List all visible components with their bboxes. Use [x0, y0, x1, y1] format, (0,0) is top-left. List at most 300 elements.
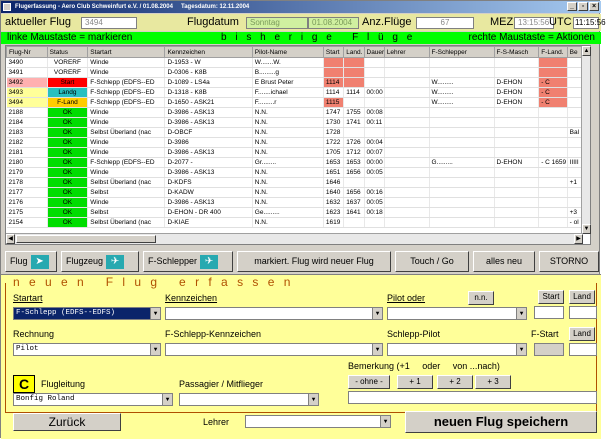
- table-cell: OK: [47, 118, 88, 128]
- table-cell: [494, 58, 539, 68]
- table-cell: 2180: [7, 158, 48, 168]
- plus-two-button[interactable]: + 2: [437, 375, 473, 389]
- table-cell: 00:07: [364, 148, 384, 158]
- table-cell: Bal: [567, 128, 585, 138]
- table-cell: - ol: [567, 218, 585, 228]
- panel-title: n e u e n F l u g e r f a s s e n: [13, 275, 294, 289]
- table-cell: F-Schlepp (EDFS--ED: [88, 158, 165, 168]
- start-time-button[interactable]: Start: [538, 290, 564, 304]
- storno-button[interactable]: STORNO: [539, 251, 599, 272]
- table-cell: D-EHON: [494, 78, 539, 88]
- column-header[interactable]: Startart: [88, 47, 165, 58]
- table-row[interactable]: [7, 208, 586, 218]
- fs-kennzeichen-label: F-Schlepp-Kennzeichen: [165, 329, 262, 339]
- save-new-flight-button[interactable]: neuen Flug speichern: [405, 411, 597, 433]
- tow-plane-icon: ✈: [200, 255, 218, 269]
- table-cell: [494, 168, 539, 178]
- table-row[interactable]: [7, 218, 586, 228]
- schlepp-pilot-label: Schlepp-Pilot: [387, 329, 441, 339]
- chevron-down-icon: ▼: [162, 394, 172, 405]
- table-cell: E Brust Peter: [252, 78, 323, 88]
- glider-icon: ➤: [31, 255, 49, 269]
- pilot-select[interactable]: [387, 307, 527, 320]
- table-cell: 1653: [323, 158, 343, 168]
- action-toolbar: [1, 251, 601, 273]
- table-row[interactable]: [7, 168, 586, 178]
- table-cell: W.......W.: [252, 58, 323, 68]
- column-header[interactable]: Dauer: [364, 47, 384, 58]
- table-cell: D-2077 -: [165, 158, 252, 168]
- banner-right: rechte Maustaste = Aktionen: [468, 32, 595, 43]
- utc-label: UTC: [549, 16, 572, 28]
- table-cell: D-3986 - ASK13: [165, 198, 252, 208]
- column-header[interactable]: Land.: [344, 47, 364, 58]
- table-cell: F-Land: [47, 98, 88, 108]
- table-cell: [539, 198, 567, 208]
- window-title: Flugerfassung - Aero Club Schweinfurt e.V. / 01.08.2004: [15, 4, 173, 10]
- table-row[interactable]: [7, 158, 586, 168]
- table-cell: [539, 178, 567, 188]
- lehrer-select[interactable]: [245, 415, 391, 428]
- table-cell: 3491: [7, 68, 48, 78]
- column-header[interactable]: F-S-Masch: [494, 47, 539, 58]
- land-time-button[interactable]: Land: [569, 290, 595, 304]
- table-cell: [494, 218, 539, 228]
- app-icon: [3, 3, 11, 11]
- table-cell: N.N.: [252, 188, 323, 198]
- table-cell: N.N.: [252, 168, 323, 178]
- table-cell: 1722: [323, 138, 343, 148]
- table-cell: [364, 128, 384, 138]
- table-row[interactable]: [7, 78, 586, 88]
- back-button[interactable]: Zurück: [13, 413, 121, 431]
- table-cell: [539, 68, 567, 78]
- current-flight-field: 3494: [81, 17, 137, 29]
- horizontal-scrollbar[interactable]: [6, 233, 583, 244]
- nn-button[interactable]: n.n.: [468, 291, 494, 305]
- bemerkung-input[interactable]: [348, 391, 597, 404]
- table-cell: B.........g: [252, 68, 323, 78]
- table-cell: OK: [47, 138, 88, 148]
- table-header: [7, 47, 586, 58]
- table-cell: [539, 58, 567, 68]
- chevron-down-icon: ▼: [150, 308, 160, 319]
- table-cell: 1114: [323, 78, 343, 88]
- table-cell: 1741: [344, 118, 364, 128]
- fs-kennzeichen-select[interactable]: [165, 343, 383, 356]
- fstart-label: F-Start: [531, 329, 559, 339]
- rechnung-value: Pilot: [16, 345, 39, 353]
- table-row[interactable]: [7, 68, 586, 78]
- table-cell: - C: [539, 88, 567, 98]
- column-header[interactable]: Start: [323, 47, 343, 58]
- table-cell: D-EHON: [494, 88, 539, 98]
- table-row[interactable]: [7, 98, 586, 108]
- vertical-scrollbar[interactable]: [581, 46, 590, 234]
- table-cell: [494, 128, 539, 138]
- table-cell: D-1318 - K8B: [165, 88, 252, 98]
- table-cell: +3: [567, 208, 585, 218]
- scroll-right-icon[interactable]: ▶: [574, 234, 583, 244]
- table-cell: [494, 198, 539, 208]
- table-cell: 00:16: [364, 188, 384, 198]
- table-cell: Winde: [88, 138, 165, 148]
- table-cell: [364, 218, 384, 228]
- chevron-down-icon: ▼: [150, 344, 160, 355]
- table-cell: 00:18: [364, 208, 384, 218]
- flights-banner: [1, 32, 601, 44]
- table-cell: Ge.........: [252, 208, 323, 218]
- table-cell: IIIII: [567, 158, 585, 168]
- scroll-thumb[interactable]: [16, 235, 156, 243]
- table-cell: OK: [47, 218, 88, 228]
- scroll-up-icon[interactable]: ▲: [583, 48, 590, 54]
- table-cell: [384, 108, 429, 118]
- table-cell: Selbst Überland (nac: [88, 128, 165, 138]
- table-cell: [344, 218, 364, 228]
- table-cell: [494, 148, 539, 158]
- today-date: Tagesdatum: 12.11.2004: [181, 4, 250, 10]
- table-cell: [539, 128, 567, 138]
- table-cell: [539, 188, 567, 198]
- table-cell: D-KADW: [165, 188, 252, 198]
- table-cell: [539, 118, 567, 128]
- table-cell: 3492: [7, 78, 48, 88]
- table-cell: [429, 118, 494, 128]
- land-time-input[interactable]: [569, 306, 597, 319]
- table-cell: Selbst Überland (nac: [88, 178, 165, 188]
- column-header[interactable]: Flug-Nr: [7, 47, 48, 58]
- table-cell: N.N.: [252, 118, 323, 128]
- table-cell: D-KIAE: [165, 218, 252, 228]
- schlepp-pilot-select[interactable]: [387, 343, 527, 356]
- column-header[interactable]: F-Land.: [539, 47, 567, 58]
- column-header[interactable]: Lehrer: [384, 47, 429, 58]
- touch-go-button[interactable]: Touch / Go: [395, 251, 469, 272]
- table-cell: D-1953 - W: [165, 58, 252, 68]
- table-cell: 1726: [344, 138, 364, 148]
- table-cell: [384, 158, 429, 168]
- table-cell: Winde: [88, 68, 165, 78]
- table-cell: 1114: [323, 88, 343, 98]
- table-row[interactable]: [7, 58, 586, 68]
- table-cell: 00:11: [364, 118, 384, 128]
- table-cell: D-1650 - ASK21: [165, 98, 252, 108]
- table-cell: Winde: [88, 148, 165, 158]
- table-cell: Winde: [88, 168, 165, 178]
- table-cell: N.N.: [252, 148, 323, 158]
- table-cell: 2176: [7, 198, 48, 208]
- passagier-select[interactable]: [179, 393, 319, 406]
- table-cell: [429, 148, 494, 158]
- table-cell: [429, 68, 494, 78]
- fschlepper-button[interactable]: [143, 251, 233, 272]
- bemerkung-label: Bemerkung (+1 oder von ...nach): [348, 361, 500, 371]
- table-row[interactable]: [7, 198, 586, 208]
- table-cell: Landg: [47, 88, 88, 98]
- table-cell: G.........: [429, 158, 494, 168]
- table-cell: - C: [539, 78, 567, 88]
- table-cell: [539, 148, 567, 158]
- table-cell: [539, 208, 567, 218]
- table-cell: 1646: [323, 178, 343, 188]
- minimize-icon[interactable]: _: [567, 2, 577, 11]
- table-cell: N.N.: [252, 128, 323, 138]
- table-cell: [494, 108, 539, 118]
- table-cell: [344, 58, 364, 68]
- table-cell: [384, 208, 429, 218]
- table-cell: [344, 78, 364, 88]
- table-cell: [429, 218, 494, 228]
- table-cell: [429, 138, 494, 148]
- table-cell: [384, 88, 429, 98]
- close-icon[interactable]: ×: [589, 2, 599, 11]
- table-cell: [429, 178, 494, 188]
- rechnung-select[interactable]: [13, 343, 161, 356]
- table-cell: [384, 68, 429, 78]
- table-row[interactable]: [7, 88, 586, 98]
- table-cell: D-3986 - ASK13: [165, 118, 252, 128]
- table-cell: 1705: [323, 148, 343, 158]
- table-cell: 2177: [7, 188, 48, 198]
- table-cell: [364, 98, 384, 108]
- table-cell: [384, 128, 429, 138]
- table-cell: 1651: [323, 168, 343, 178]
- table-cell: [344, 128, 364, 138]
- table-cell: Selbst: [88, 188, 165, 198]
- ohne-button[interactable]: - ohne -: [348, 375, 390, 389]
- column-header[interactable]: Status: [47, 47, 88, 58]
- plus-one-button[interactable]: + 1: [397, 375, 433, 389]
- table-cell: [384, 148, 429, 158]
- current-flight-label: aktueller Flug: [5, 16, 72, 28]
- table-cell: W.........: [429, 98, 494, 108]
- table-cell: 1653: [344, 158, 364, 168]
- table-cell: 3490: [7, 58, 48, 68]
- table-cell: 2175: [7, 208, 48, 218]
- table-cell: 00:00: [364, 88, 384, 98]
- banner-left: linke Maustaste = markieren: [7, 32, 133, 43]
- table-cell: F.........r: [252, 98, 323, 108]
- table-cell: [539, 138, 567, 148]
- plus-three-button[interactable]: + 3: [475, 375, 511, 389]
- start-time-input[interactable]: [534, 306, 564, 319]
- table-cell: [429, 128, 494, 138]
- table-cell: [323, 58, 343, 68]
- kennzeichen-select[interactable]: [165, 307, 383, 320]
- table-cell: [344, 98, 364, 108]
- lehrer-label: Lehrer: [203, 417, 230, 427]
- table-cell: 1641: [344, 208, 364, 218]
- table-cell: 2182: [7, 138, 48, 148]
- table-cell: F-Schlepp (EDFS--ED: [88, 78, 165, 88]
- table-cell: [364, 78, 384, 88]
- flug-label: Flug: [10, 256, 28, 266]
- table-cell: Gr........: [252, 158, 323, 168]
- table-cell: F-Schlepp (EDFS--ED: [88, 88, 165, 98]
- column-header[interactable]: F-Schlepper: [429, 47, 494, 58]
- table-cell: [384, 218, 429, 228]
- table-row[interactable]: [7, 108, 586, 118]
- flugleitung-label: Flugleitung: [41, 379, 86, 389]
- flugleitung-c-icon[interactable]: C: [13, 375, 35, 393]
- chevron-down-icon: ▼: [308, 394, 318, 405]
- table-cell: VORERF: [47, 68, 88, 78]
- table-cell: [384, 168, 429, 178]
- table-cell: [364, 68, 384, 78]
- table-cell: [494, 118, 539, 128]
- table-cell: VORERF: [47, 58, 88, 68]
- table-body: [7, 58, 586, 228]
- utc-field: 11:15:56: [575, 18, 606, 27]
- table-cell: 00:00: [364, 158, 384, 168]
- table-cell: 00:08: [364, 108, 384, 118]
- table-row[interactable]: [7, 138, 586, 148]
- fland-time-input[interactable]: [569, 343, 597, 356]
- flug-button[interactable]: [5, 251, 57, 272]
- table-cell: D-0306 - K8B: [165, 68, 252, 78]
- table-cell: D-3986 - ASK13: [165, 108, 252, 118]
- table-row[interactable]: [7, 128, 586, 138]
- table-cell: [384, 188, 429, 198]
- table-cell: 2154: [7, 218, 48, 228]
- table-cell: 1656: [344, 188, 364, 198]
- table-cell: 00:04: [364, 138, 384, 148]
- table-cell: 1637: [344, 198, 364, 208]
- table-cell: N.N.: [252, 108, 323, 118]
- table-cell: Winde: [88, 58, 165, 68]
- table-cell: 00:05: [364, 168, 384, 178]
- table-cell: [429, 188, 494, 198]
- banner-center: b i s h e r i g e F l ü g e: [221, 32, 416, 43]
- table-row[interactable]: [7, 188, 586, 198]
- table-cell: 3494: [7, 98, 48, 108]
- table-cell: [384, 138, 429, 148]
- date-label: Flugdatum: [187, 16, 239, 28]
- count-field: 67: [416, 17, 474, 29]
- table-cell: D-EHON: [494, 158, 539, 168]
- table-cell: N.N.: [252, 198, 323, 208]
- table-cell: [384, 118, 429, 128]
- table-cell: +1: [567, 178, 585, 188]
- table-cell: 1115: [323, 98, 343, 108]
- fland-button[interactable]: Land: [569, 327, 595, 341]
- table-cell: W.........: [429, 78, 494, 88]
- table-cell: [494, 178, 539, 188]
- new-flight-panel: [1, 274, 601, 439]
- table-cell: [344, 178, 364, 188]
- airplane-icon: ✈: [106, 255, 124, 269]
- table-cell: 2181: [7, 148, 48, 158]
- table-row[interactable]: [7, 178, 586, 188]
- table-cell: [344, 68, 364, 78]
- all-new-button[interactable]: alles neu: [473, 251, 535, 272]
- table-cell: 1755: [344, 108, 364, 118]
- table-cell: D-3986: [165, 138, 252, 148]
- flugleitung-value: Bonfig Roland: [16, 395, 75, 403]
- flights-table[interactable]: [5, 45, 591, 245]
- chevron-down-icon: ▼: [372, 308, 382, 319]
- table-cell: D-EHON - DR 400: [165, 208, 252, 218]
- flugleitung-select[interactable]: [13, 393, 173, 406]
- flugzeug-label: Flugzeug: [66, 256, 104, 266]
- table-cell: - C: [539, 98, 567, 108]
- table-cell: Selbst: [88, 208, 165, 218]
- table-cell: OK: [47, 148, 88, 158]
- table-cell: 1747: [323, 108, 343, 118]
- table-cell: [494, 188, 539, 198]
- mez-field: 13:15:56: [514, 17, 554, 29]
- mez-label: MEZ: [490, 16, 514, 28]
- table-cell: 2184: [7, 118, 48, 128]
- table-cell: [494, 208, 539, 218]
- startart-label: Startart: [13, 293, 43, 303]
- passagier-label: Passagier / Mitflieger: [179, 379, 264, 389]
- table-cell: [429, 168, 494, 178]
- table-cell: OK: [47, 178, 88, 188]
- table-cell: OK: [47, 198, 88, 208]
- table-cell: F-Schlepp (EDFS--ED: [88, 98, 165, 108]
- startart-select[interactable]: [13, 307, 161, 320]
- table-cell: N.N.: [252, 178, 323, 188]
- table-cell: D-3986 - ASK13: [165, 148, 252, 158]
- table-cell: 2183: [7, 128, 48, 138]
- fstart-time-input[interactable]: [534, 343, 564, 356]
- title-bar: [1, 1, 601, 13]
- info-header: [1, 14, 606, 31]
- table-cell: [539, 168, 567, 178]
- kennzeichen-label: Kennzeichen: [165, 293, 218, 303]
- table-cell: D-OBCF: [165, 128, 252, 138]
- scroll-down-icon[interactable]: ▼: [583, 226, 590, 232]
- column-header[interactable]: Be: [567, 47, 585, 58]
- pilot-label: Pilot oder: [387, 293, 426, 303]
- table-cell: 1632: [323, 198, 343, 208]
- table-cell: OK: [47, 158, 88, 168]
- date-field: 01.08.2004: [308, 17, 359, 29]
- column-header[interactable]: Kennzeichen: [165, 47, 252, 58]
- column-header[interactable]: Pilot-Name: [252, 47, 323, 58]
- table-cell: [384, 78, 429, 88]
- table-cell: Start: [47, 78, 88, 88]
- mark-as-new-button[interactable]: markiert. Flug wird neuer Flug: [237, 251, 391, 272]
- table-cell: - C 1659: [539, 158, 567, 168]
- chevron-down-icon: ▼: [372, 344, 382, 355]
- scroll-left-icon[interactable]: ◀: [6, 234, 15, 244]
- flugzeug-button[interactable]: [61, 251, 139, 272]
- startart-value: F-Schlepp (EDFS--EDFS): [16, 309, 116, 317]
- table-cell: 1640: [323, 188, 343, 198]
- chevron-down-icon: ▼: [516, 308, 526, 319]
- chevron-down-icon: ▼: [516, 344, 526, 355]
- table-cell: [539, 108, 567, 118]
- table-row[interactable]: [7, 148, 586, 158]
- table-cell: [364, 178, 384, 188]
- table-cell: 1728: [323, 128, 343, 138]
- table-cell: Winde: [88, 108, 165, 118]
- table-cell: Winde: [88, 198, 165, 208]
- table-cell: [539, 218, 567, 228]
- table-cell: 3493: [7, 88, 48, 98]
- table-cell: [384, 178, 429, 188]
- table-cell: 2179: [7, 168, 48, 178]
- maximize-icon[interactable]: ▫: [578, 2, 588, 11]
- table-cell: F.......ichael: [252, 88, 323, 98]
- table-cell: OK: [47, 208, 88, 218]
- table-cell: N.N.: [252, 138, 323, 148]
- table-row[interactable]: [7, 118, 586, 128]
- table-cell: 1114: [344, 88, 364, 98]
